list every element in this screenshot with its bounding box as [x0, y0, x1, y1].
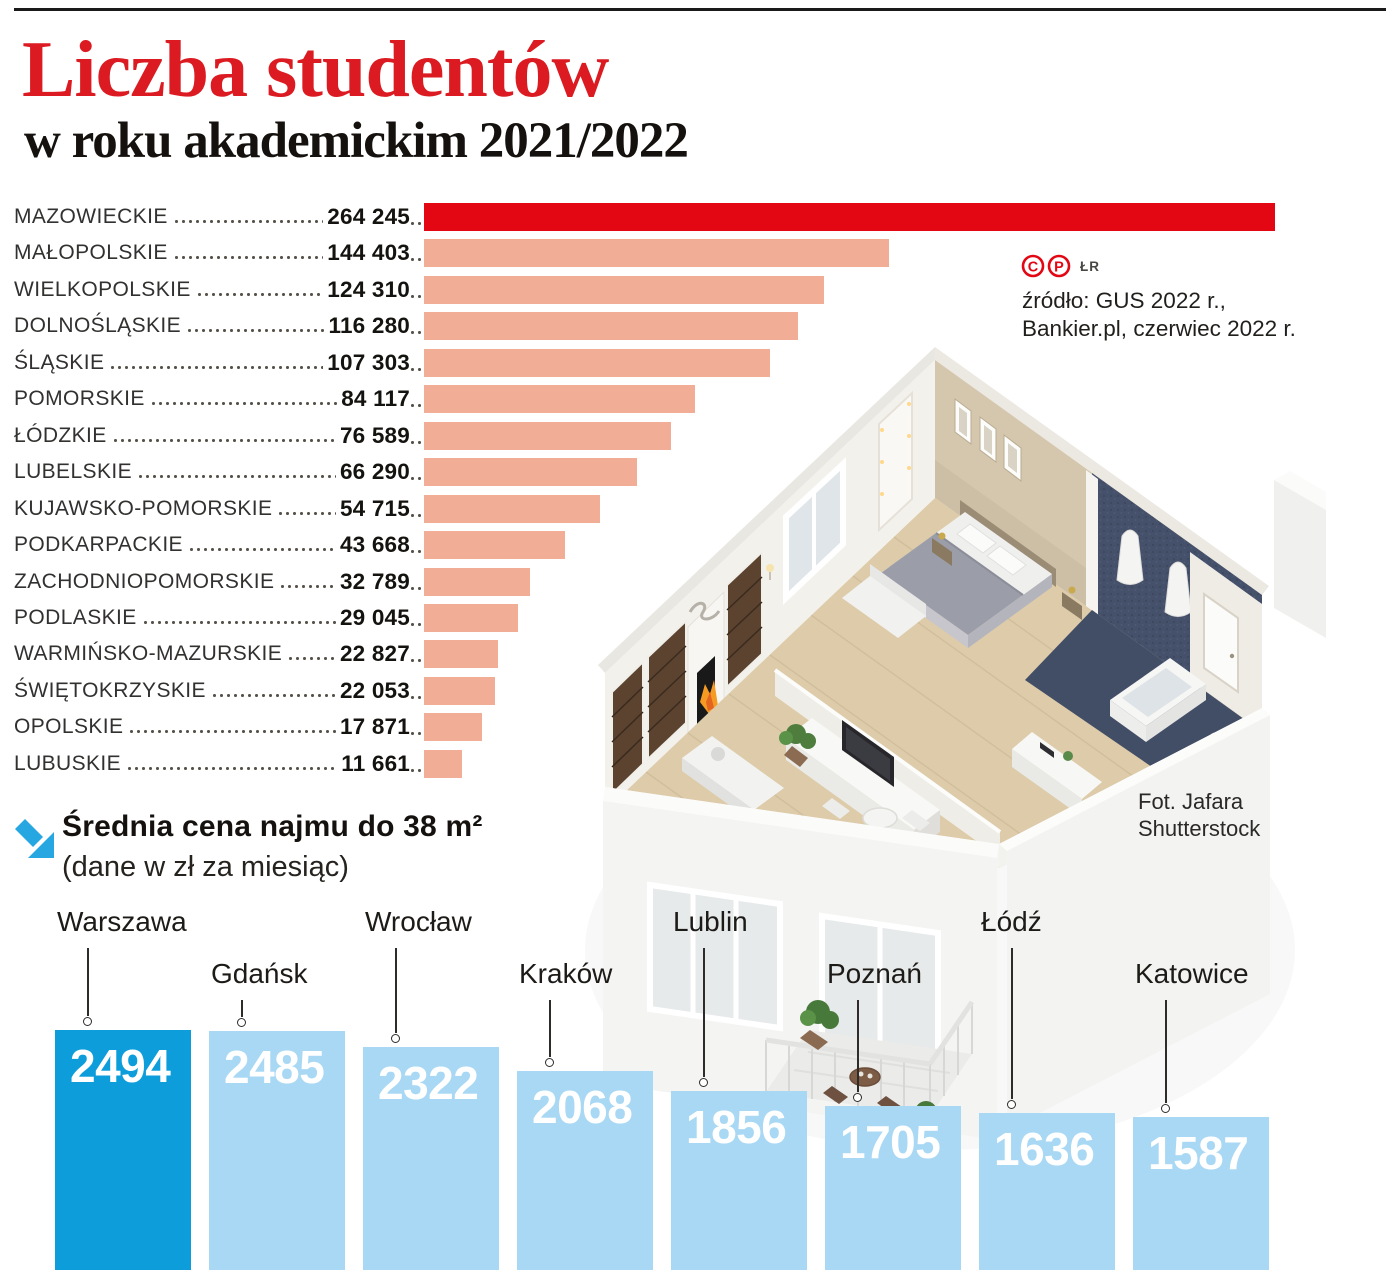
students-value: 32 789	[339, 568, 410, 594]
voivodeship-label: OPOLSKIE	[14, 715, 124, 739]
leader-dot	[391, 1034, 400, 1043]
students-value: 43 668	[339, 532, 410, 558]
students-value: 54 715	[339, 495, 410, 521]
rent-bar	[55, 1030, 191, 1270]
page-subtitle: w roku akademickim 2021/2022	[24, 113, 688, 169]
c-badge-letter: C	[1027, 259, 1039, 276]
voivodeship-label: MAZOWIECKIE	[14, 205, 168, 228]
leader-line	[1165, 1000, 1167, 1103]
city-label: Lublin	[673, 906, 748, 937]
rent-value: 2068	[532, 1081, 633, 1133]
voivodeship-label: LUBUSKIE	[14, 751, 122, 775]
city-label: Poznań	[827, 958, 922, 989]
leader-line	[1011, 948, 1013, 1099]
rent-bar	[671, 1091, 807, 1270]
rent-bar	[979, 1113, 1115, 1270]
leader-line	[395, 948, 397, 1033]
leader-line	[703, 948, 705, 1077]
students-value: 107 303	[327, 349, 410, 375]
voivodeship-label: ŚLĄSKIE	[14, 350, 105, 374]
students-value: 144 403	[327, 240, 410, 266]
students-value: 116 280	[328, 313, 410, 339]
city-label: Warszawa	[57, 906, 187, 937]
students-value: 17 871	[339, 714, 410, 740]
voivodeship-label: DOLNOŚLĄSKIE	[14, 314, 182, 338]
students-value: 11 661	[341, 750, 410, 776]
page-title: Liczba studentów	[22, 26, 609, 114]
leader-dot	[545, 1058, 554, 1067]
source-line-2: Bankier.pl, czerwiec 2022 r.	[1022, 316, 1296, 341]
rent-value: 1587	[1148, 1127, 1249, 1179]
city-label: Wrocław	[365, 906, 472, 937]
voivodeship-label: PODLASKIE	[14, 605, 137, 629]
students-value: 76 589	[339, 422, 410, 448]
source-line-1: źródło: GUS 2022 r.,	[1022, 288, 1226, 313]
voivodeship-label: WIELKOPOLSKIE	[14, 277, 191, 301]
photo-credit-line-1: Fot. Jafara	[1138, 789, 1244, 814]
city-label: Łódź	[981, 906, 1042, 937]
rent-value: 2485	[224, 1041, 325, 1093]
voivodeship-label: ZACHODNIOPOMORSKIE	[14, 569, 275, 593]
rent-value: 1705	[840, 1116, 941, 1168]
leader-dot	[699, 1078, 708, 1087]
rent-value: 1856	[686, 1101, 787, 1153]
students-value: 22 053	[339, 677, 410, 703]
students-value: 66 290	[339, 459, 410, 485]
voivodeship-label: POMORSKIE	[14, 387, 145, 411]
rent-value: 1636	[994, 1123, 1095, 1175]
author-initials: ŁR	[1080, 259, 1100, 274]
rent-bar	[517, 1071, 653, 1270]
city-label: Katowice	[1135, 958, 1249, 989]
voivodeship-label: ŁÓDZKIE	[14, 423, 107, 447]
city-label: Gdańsk	[211, 958, 308, 989]
rent-value: 2494	[70, 1040, 171, 1092]
leader-dot	[1007, 1100, 1016, 1109]
leader-dot	[237, 1018, 246, 1027]
leader-line	[549, 1000, 551, 1057]
rent-bar	[825, 1106, 961, 1270]
rent-bar	[209, 1031, 345, 1270]
leader-line	[241, 1000, 243, 1017]
rent-bar	[363, 1047, 499, 1270]
voivodeship-label: ŚWIĘTOKRZYSKIE	[14, 678, 206, 702]
students-value: 22 827	[339, 641, 410, 667]
voivodeship-label: WARMIŃSKO-MAZURSKIE	[14, 642, 283, 666]
leader-dot	[83, 1017, 92, 1026]
voivodeship-label: MAŁOPOLSKIE	[14, 241, 168, 265]
city-label: Kraków	[519, 958, 613, 989]
voivodeship-label: LUBELSKIE	[14, 460, 132, 484]
students-value: 264 245	[327, 204, 410, 229]
rent-chart-title: Średnia cena najmu do 38 m²	[62, 810, 483, 843]
students-value: 84 117	[341, 386, 410, 412]
rent-bar	[1133, 1117, 1269, 1270]
rent-value: 2322	[378, 1057, 479, 1109]
leader-line	[87, 948, 89, 1016]
leader-line	[857, 1000, 859, 1092]
p-badge-letter: P	[1054, 259, 1064, 276]
voivodeship-label: PODKARPACKIE	[14, 533, 183, 557]
voivodeship-label: KUJAWSKO-POMORSKIE	[14, 496, 273, 520]
leader-dot	[1161, 1104, 1170, 1113]
photo-credit-line-2: Shutterstock	[1138, 816, 1261, 841]
leader-dot	[853, 1093, 862, 1102]
students-value: 29 045	[339, 604, 410, 630]
rent-chart-subtitle: (dane w zł za miesiąc)	[62, 851, 349, 883]
students-value: 124 310	[327, 276, 410, 302]
